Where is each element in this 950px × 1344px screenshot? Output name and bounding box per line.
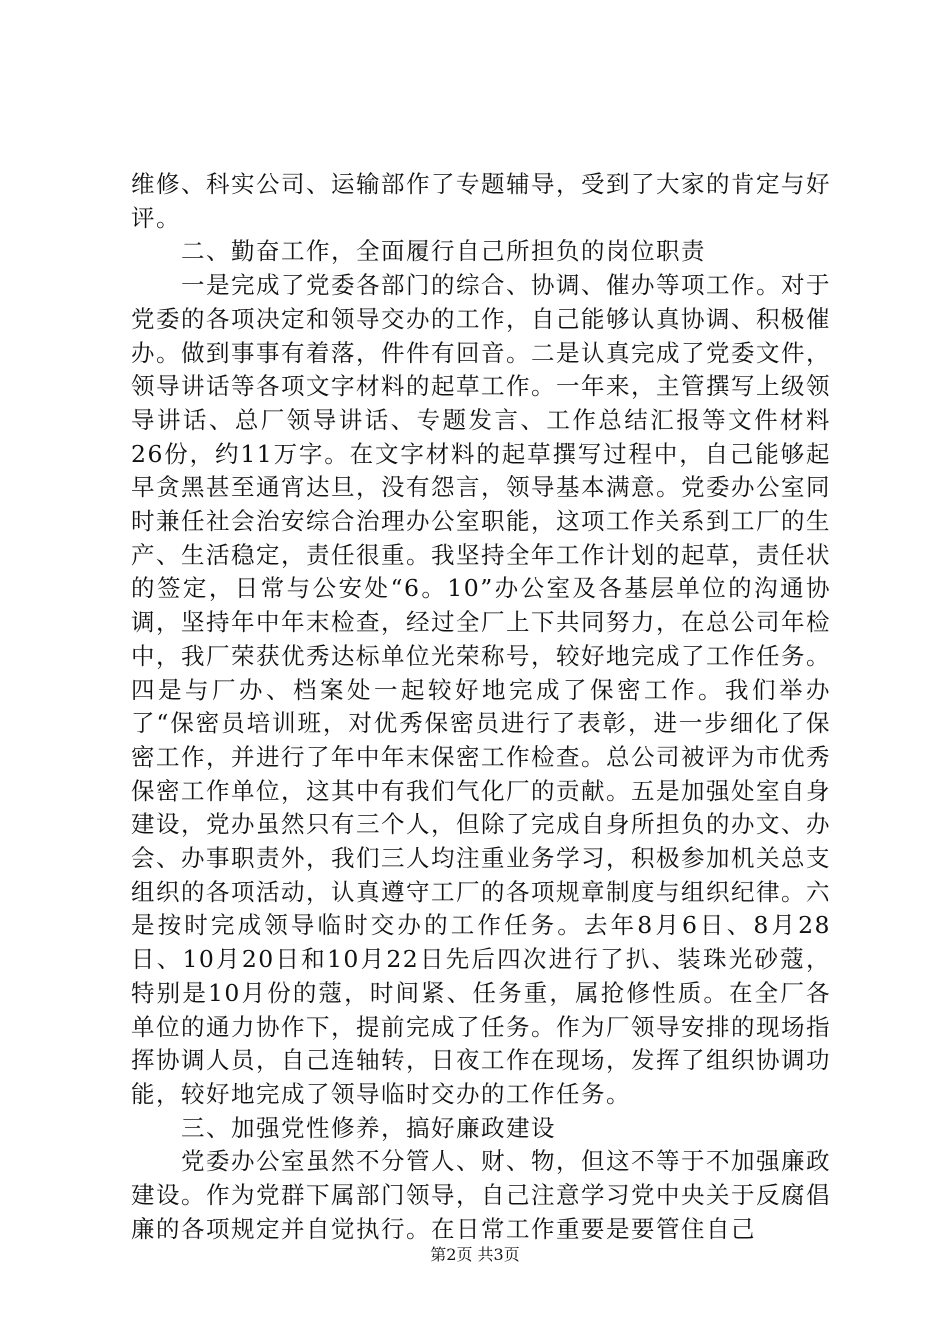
section-heading-2: 二、勤奋工作，全面履行自己所担负的岗位职责 xyxy=(181,237,706,266)
paragraph-continuation: 维修、科实公司、运输部作了专题辅导，受到了大家的肯定与好评。 xyxy=(131,170,831,232)
document-body xyxy=(131,168,831,1247)
paragraph-integrity: 党委办公室虽然不分管人、财、物，但这不等于不加强廉政建设。作为党群下属部门领导，自己注意学习党中央关于反腐倡廉的各项规定并自觉执行。在日常工作重要是要管住自己 xyxy=(131,1147,831,1243)
section-heading-3: 三、加强党性修养，搞好廉政建设 xyxy=(181,1113,556,1142)
paragraph-duties: 一是完成了党委各部门的综合、协调、催办等项工作。对于党委的各项决定和领导交办的工作，自己能够认真协调、积极催办。做到事事有着落，件件有回音。二是认真完成了党委文件，领导讲话等各项文字材料的起草工作。一年来，主管撰写上级领导讲话、总厂领导讲话、专题发言、工作总结汇报等文件材料26份，约11万字。在文字材料的起草撰写过程中，自己能够起早贪黑甚至通宵达旦，没有怨言，领导基本满意。党委办公室同时兼任社会治安综合治理办公室职能，这项工作关系到工厂的生产、生活稳定，责任很重。我坚持全年工作计划的起草，责任状的签定，日常与公安处“6。10”办公室及各基层单位的沟通协调，坚持年中年末检查，经过全厂上下共同努力，在总公司年检中，我厂荣获优秀达标单位光荣称号，较好地完成了工作任务。四是与厂办、档案处一起较好地完成了保密工作。我们举办了“保密员培训班，对优秀保密员进行了表彰，进一步细化了保密工作，并进行了年中年末保密工作检查。总公司被评为市优秀保密工作单位，这其中有我们气化厂的贡献。五是加强处室自身建设，党办虽然只有三个人，但除了完成自身所担负的办文、办会、办事职责外，我们三人均注重业务学习，积极参加机关总支组织的各项活动，认真遵守工厂的各项规章制度与组织纪律。六是按时完成领导临时交办的工作任务。去年8月6日、8月28日、10月20日和10月22日先后四次进行了扒、装珠光砂蔻，特别是10月份的蔻，时间紧、任务重，属抢修性质。在全厂各单位的通力协作下，提前完成了任务。作为厂领导安排的现场指挥协调人员，自己连轴转，日夜工作在现场，发挥了组织协调功能，较好地完成了领导临时交办的工作任务。 xyxy=(131,271,831,1108)
page-number-footer: 第2页 共3页 xyxy=(430,1245,520,1264)
